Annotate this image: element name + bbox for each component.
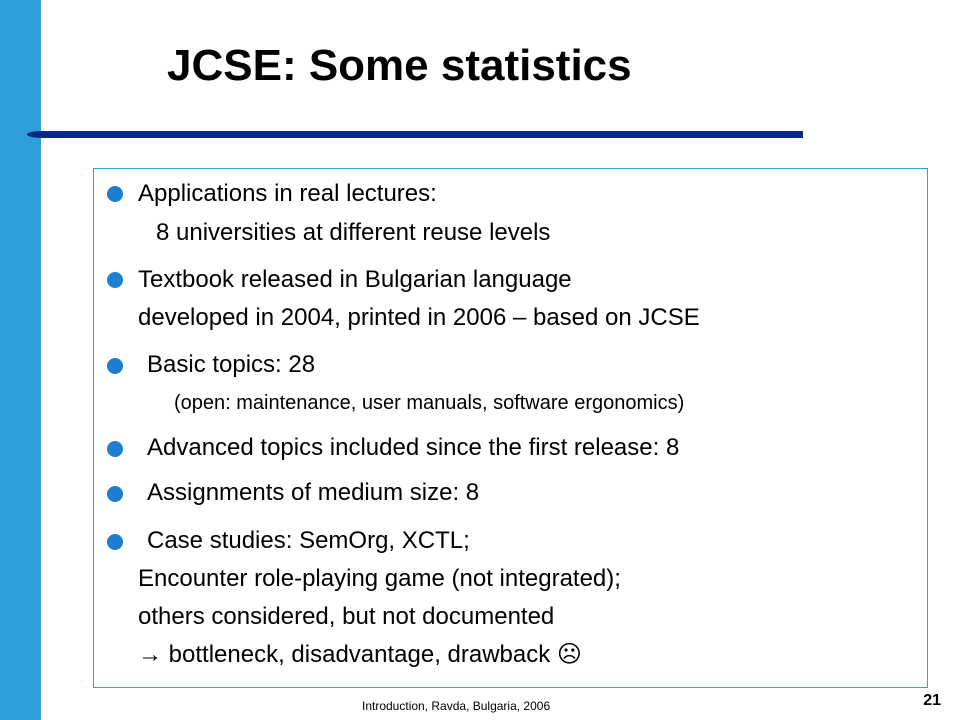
side-accent-bar xyxy=(0,0,41,720)
bullet-text: Encounter role-playing game (not integrated); xyxy=(138,565,621,592)
page-number: 21 xyxy=(923,692,941,709)
bullet-text: → bottleneck, disadvantage, drawback ☹ xyxy=(138,641,582,668)
bullet-text: others considered, but not documented xyxy=(138,603,555,630)
bullet-text: Textbook released in Bulgarian language xyxy=(138,266,572,293)
bullet-text: 8 universities at different reuse levels xyxy=(156,219,551,246)
bullet-dot xyxy=(107,186,123,202)
slide-title: JCSE: Some statistics xyxy=(167,41,632,90)
bullet-subtext: (open: maintenance, user manuals, software ergonomics) xyxy=(174,392,685,414)
bullet-dot xyxy=(107,272,123,288)
bullet-text: developed in 2004, printed in 2006 – based on JCSE xyxy=(138,304,700,331)
bullet-dot xyxy=(107,534,123,550)
bullet-dot xyxy=(107,358,123,374)
title-underline xyxy=(41,131,803,138)
bullet-dot xyxy=(107,486,123,502)
bullet-text: Applications in real lectures: xyxy=(138,180,437,207)
bullet-text: Case studies: SemOrg, XCTL; xyxy=(147,527,470,554)
bullet-text: Advanced topics included since the first release: 8 xyxy=(147,434,680,461)
bullet-text: Assignments of medium size: 8 xyxy=(147,479,480,506)
slide-footer: Introduction, Ravda, Bulgaria, 2006 xyxy=(362,699,551,713)
bullet-dot xyxy=(107,441,123,457)
bullet-text: Basic topics: 28 xyxy=(147,351,316,378)
